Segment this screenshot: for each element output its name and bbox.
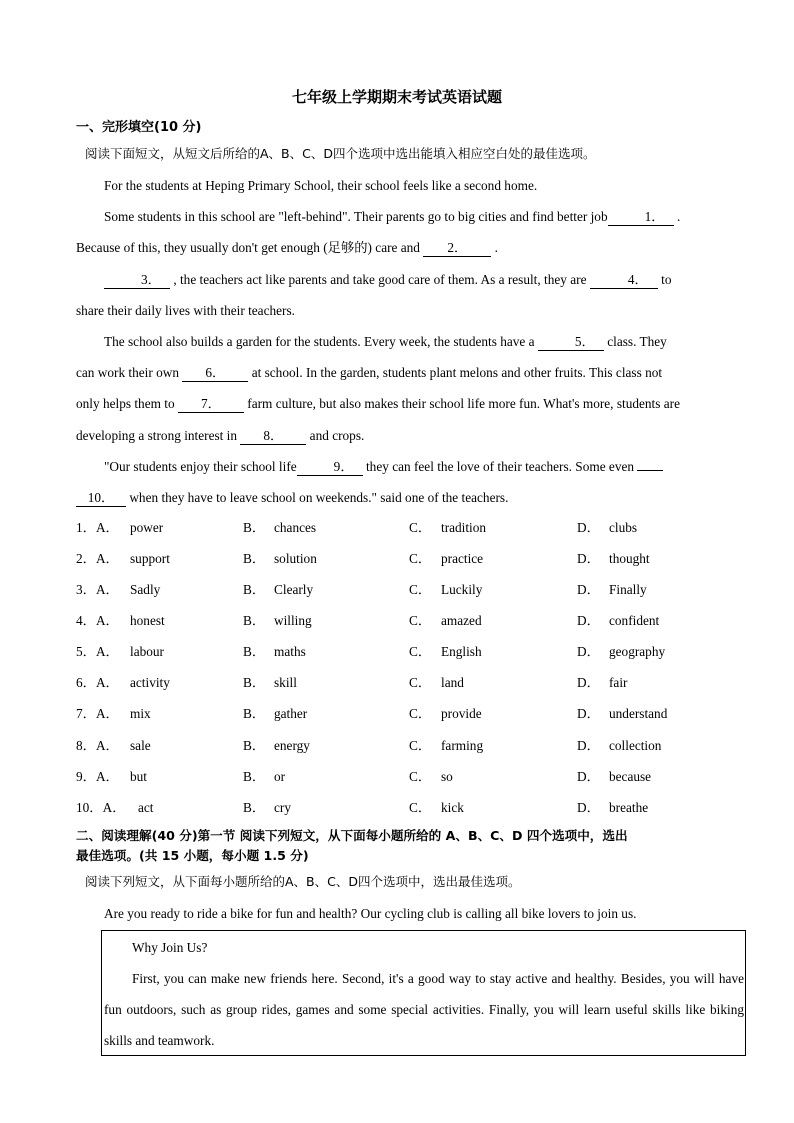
- option-c-label: C．: [409, 551, 432, 566]
- passage-text: and crops.: [309, 427, 365, 443]
- option-c-label: C．: [409, 582, 432, 597]
- option-d[interactable]: thought: [609, 551, 650, 566]
- passage-text: share their daily lives with their teachers.: [76, 303, 295, 319]
- page-title: 七年级上学期期末考试英语试题: [291, 88, 502, 106]
- option-b-label: B．: [243, 644, 266, 659]
- option-b-label: B．: [243, 706, 266, 721]
- option-b[interactable]: energy: [274, 738, 310, 753]
- blank-6[interactable]: 6．: [182, 365, 248, 382]
- option-row-8: [0, 736, 794, 756]
- blank-7[interactable]: 7．: [178, 396, 244, 413]
- passage-text: farm culture, but also makes their school life more fun. What's more, students are: [247, 396, 680, 412]
- option-b[interactable]: skill: [274, 675, 297, 690]
- option-c-label: C．: [409, 800, 432, 815]
- option-a[interactable]: honest: [130, 613, 165, 628]
- option-b[interactable]: gather: [274, 706, 308, 721]
- option-b-label: B．: [243, 613, 266, 628]
- option-d-label: D．: [577, 675, 600, 690]
- option-c[interactable]: amazed: [441, 613, 482, 628]
- passage-text: when they have to leave school on weekends." said one of the teachers.: [129, 490, 509, 506]
- blank-1[interactable]: 1．: [608, 209, 674, 226]
- option-d-label: D．: [577, 800, 600, 815]
- option-d-label: D．: [577, 706, 600, 721]
- question-number: 8．A．: [76, 738, 119, 753]
- option-row-9: [0, 767, 794, 787]
- passage-text: , the teachers act like parents and take good care of them. As a result, they are: [173, 272, 587, 287]
- passage-text: developing a strong interest in: [76, 427, 238, 443]
- passage-paragraph-2: [76, 201, 744, 263]
- part2-heading-line-2: 最佳选项。(共 15 小题，每小题 1.5 分): [76, 848, 309, 863]
- question-number: 6．A．: [76, 675, 119, 690]
- option-c-label: C．: [409, 613, 432, 628]
- blank-4[interactable]: 4．: [590, 272, 658, 289]
- passage-text: Are you ready to ride a bike for fun and health? Our cycling club is calling all bike lovers to join us.: [104, 906, 637, 921]
- option-row-5: [0, 642, 794, 662]
- option-row-10: [0, 798, 794, 818]
- option-b-label: B．: [243, 551, 266, 566]
- option-c[interactable]: tradition: [441, 520, 487, 535]
- question-number: 1．A．: [76, 520, 119, 535]
- option-c[interactable]: provide: [441, 706, 482, 721]
- passage-text: at school. In the garden, students plant melons and other fruits. This class not: [251, 365, 663, 381]
- question-number: 10．A．: [76, 800, 126, 815]
- option-b-label: B．: [243, 675, 266, 690]
- blank-10-line: [637, 470, 663, 471]
- question-number: 2．A．: [76, 551, 119, 566]
- option-c-label: C．: [409, 644, 432, 659]
- option-b[interactable]: solution: [274, 551, 317, 566]
- option-d-label: D．: [577, 582, 600, 597]
- option-d[interactable]: fair: [609, 675, 628, 690]
- option-b[interactable]: willing: [274, 613, 312, 628]
- option-c[interactable]: farming: [441, 738, 484, 753]
- option-row-4: [0, 611, 794, 631]
- option-b-label: B．: [243, 738, 266, 753]
- passage-text: .: [676, 209, 681, 224]
- question-number: 7．A．: [76, 706, 119, 721]
- option-d[interactable]: because: [609, 769, 652, 784]
- option-d[interactable]: Finally: [609, 582, 647, 597]
- option-row-2: [0, 549, 794, 569]
- option-b[interactable]: chances: [274, 520, 317, 535]
- blank-5[interactable]: 5．: [538, 334, 604, 351]
- option-d[interactable]: collection: [609, 738, 662, 753]
- blank-8[interactable]: 8．: [240, 428, 306, 445]
- option-c[interactable]: Luckily: [441, 582, 483, 597]
- part2-heading-line-1: 二、阅读理解(40 分)第一节 阅读下列短文，从下面每小题所给的 A、B、C、D 四个选项中，选出: [76, 828, 628, 843]
- option-row-7: [0, 704, 794, 724]
- part1-instruction: 阅读下面短文，从短文后所给的A、B、C、D四个选项中选出能填入相应空白处的最佳选项。: [85, 146, 596, 161]
- option-b-label: B．: [243, 520, 266, 535]
- option-a[interactable]: act: [138, 800, 154, 815]
- question-number: 4．A．: [76, 613, 119, 628]
- option-d-label: D．: [577, 520, 600, 535]
- option-a[interactable]: mix: [130, 706, 151, 721]
- option-row-3: [0, 580, 794, 600]
- option-d[interactable]: geography: [609, 644, 666, 659]
- option-b[interactable]: maths: [274, 644, 306, 659]
- passage-text: they can feel the love of their teachers. Some even: [365, 459, 635, 474]
- why-join-box: [101, 930, 746, 1056]
- option-c-label: C．: [409, 675, 432, 690]
- option-b-label: B．: [243, 800, 266, 815]
- option-row-6: [0, 673, 794, 693]
- option-c[interactable]: kick: [441, 800, 464, 815]
- option-b[interactable]: or: [274, 769, 286, 784]
- passage-text: can work their own: [76, 365, 180, 381]
- question-number: 9．A．: [76, 769, 119, 784]
- passage-text: .: [494, 240, 498, 256]
- passage-text: Because of this, they usually don't get enough (足够的) care and: [76, 240, 420, 256]
- option-c[interactable]: so: [441, 769, 453, 784]
- option-a[interactable]: sale: [130, 738, 151, 753]
- option-d-label: D．: [577, 769, 600, 784]
- blank-10[interactable]: 10．: [76, 490, 126, 507]
- question-number: 5．A．: [76, 644, 119, 659]
- part2-intro: [76, 898, 744, 929]
- option-c[interactable]: English: [441, 644, 482, 659]
- blank-3[interactable]: 3．: [104, 272, 170, 289]
- passage-text: "Our students enjoy their school life: [104, 459, 297, 474]
- passage-text: For the students at Heping Primary School, their school feels like a second home.: [104, 178, 538, 193]
- option-d[interactable]: breathe: [609, 800, 649, 815]
- option-d-label: D．: [577, 551, 600, 566]
- blank-2[interactable]: 2．: [423, 240, 491, 257]
- passage-text: Some students in this school are "left-behind". Their parents go to big cities and find better job: [104, 209, 608, 224]
- option-d-label: D．: [577, 738, 600, 753]
- option-row-1: [0, 518, 794, 538]
- option-a[interactable]: activity: [130, 675, 170, 690]
- option-d[interactable]: clubs: [609, 520, 638, 535]
- option-a[interactable]: Sadly: [130, 582, 161, 597]
- blank-9[interactable]: 9．: [297, 459, 363, 476]
- part2-heading: [76, 826, 756, 866]
- option-a[interactable]: power: [130, 520, 164, 535]
- passage-text: to: [661, 272, 672, 287]
- passage-paragraph-3: [76, 264, 744, 326]
- passage-text: only helps them to: [76, 396, 175, 412]
- option-d-label: D．: [577, 644, 600, 659]
- option-c-label: C．: [409, 738, 432, 753]
- option-d-label: D．: [577, 613, 600, 628]
- option-a[interactable]: support: [130, 551, 170, 566]
- option-b-label: B．: [243, 769, 266, 784]
- option-d[interactable]: understand: [609, 706, 668, 721]
- part1-heading: 一、完形填空(10 分): [76, 120, 202, 135]
- option-a[interactable]: labour: [130, 644, 164, 659]
- passage-paragraph-1: [76, 170, 744, 201]
- option-b[interactable]: Clearly: [274, 582, 314, 597]
- option-c-label: C．: [409, 769, 432, 784]
- box-title: Why Join Us?: [132, 940, 208, 955]
- passage-paragraph-4: [76, 326, 744, 451]
- option-c[interactable]: land: [441, 675, 464, 690]
- passage-paragraph-5: [76, 451, 744, 513]
- question-number: 3．A．: [76, 582, 119, 597]
- option-b-label: B．: [243, 582, 266, 597]
- option-c-label: C．: [409, 520, 432, 535]
- option-c-label: C．: [409, 706, 432, 721]
- passage-text: The school also builds a garden for the students. Every week, the students have a: [104, 334, 535, 349]
- box-text: First, you can make new friends here. Second, it's a good way to stay active and healthy. Besides, you will have fun outdoors, such as group rides, games and some special activities. Finally, you will learn useful skills like biking skills and teamwork.: [104, 971, 744, 1049]
- part2-instruction: 阅读下列短文，从下面每小题所给的A、B、C、D四个选项中，选出最佳选项。: [85, 874, 521, 889]
- option-c[interactable]: practice: [441, 551, 484, 566]
- option-d[interactable]: confident: [609, 613, 660, 628]
- option-b[interactable]: cry: [274, 800, 291, 815]
- option-a[interactable]: but: [130, 769, 147, 784]
- passage-text: class. They: [607, 334, 667, 349]
